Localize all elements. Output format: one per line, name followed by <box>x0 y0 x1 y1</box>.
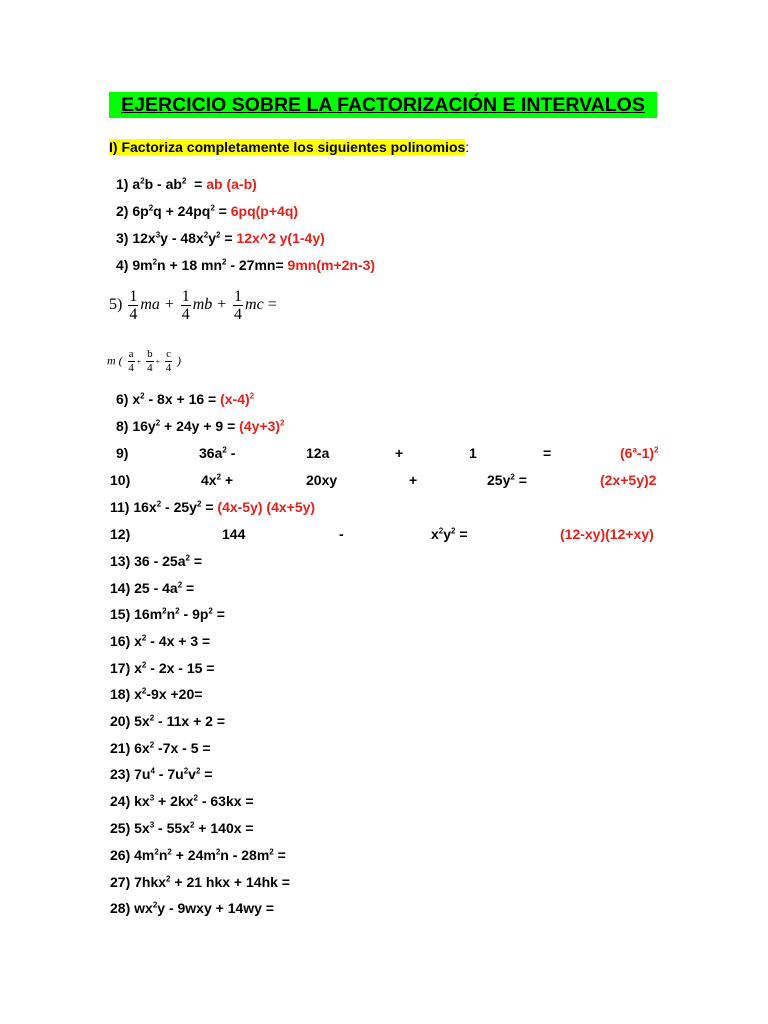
answer-8: $(4y+3)^2$ <box>239 418 285 434</box>
section-colon: : <box>465 139 470 155</box>
exercise-23: 23) $7u^4 - 7u^2v^2$ = <box>110 766 213 782</box>
exercise-11: 11) $16x^2 - 25y^2 = (4x-5y)$ (4x+5y) <box>110 499 316 515</box>
answer-12: (12-xy)(12+xy) <box>560 526 654 542</box>
answer-9: $(6^a-1)^2$ <box>620 445 659 461</box>
exercise-14: 14) $25 - 4a^2$ = <box>110 580 195 596</box>
exercise-18: 18) $x^2-9x +20=$ <box>110 686 203 702</box>
exercise-2: 2) $6p^2q + 24pq^2 = 6pq(p+4q)$ <box>116 203 299 219</box>
exercise-20: 20) $5x^2 - 11x + 2$ = <box>110 713 225 729</box>
exercise-21: 21) $6x^2$ -7x - 5 = <box>110 740 211 756</box>
exercise-6: 6) $x^2 - 8x + 16 = (x-4)^2$ <box>116 391 255 407</box>
answer-2: 6pq(p+4q) <box>230 203 299 219</box>
page-title: EJERCICIO SOBRE LA FACTORIZACIÓN E INTERVALOS <box>109 92 657 118</box>
exercise-5-answer: m ( $\frac{a}{4}$ + $\frac{b}{4}$ + $\frac{c}{4}$ ) <box>107 348 181 374</box>
fraction: $\frac{1}{4}$ <box>234 288 243 323</box>
exercise-8: 8) $16y^2 + 24y + 9 = (4y+3)^2$ <box>116 418 285 434</box>
exercise-17: 17) $x^2 - 2x - 15$ = <box>110 660 215 676</box>
answer-1: ab (a-b) <box>206 176 257 192</box>
exercise-1: 1) $a^2b - ab^2$ = ab (a-b) <box>116 176 257 192</box>
exercise-15: 15) $16m^2n^2 - 9p^2$ = <box>110 606 225 622</box>
exercise-25: 25) $5x^3 - 55x^2 + 140x$ = <box>110 820 254 836</box>
answer-11: (4x-5y) (4x+5y) <box>217 499 316 515</box>
exercise-16: 16) $x^2 - 4x + 3$ = <box>110 633 211 649</box>
fraction: $\frac{1}{4}$ <box>129 288 138 323</box>
answer-4: 9mn(m+2n-3) <box>287 257 376 273</box>
section-label: I) Factoriza completamente los siguientes polinomios <box>109 139 466 155</box>
exercise-4: 4) $9m^2n + 18$ $mn^2 - 27mn= 9mn(m+2n-3)$ <box>116 257 376 273</box>
answer-10: (2x+5y)2 <box>600 472 657 488</box>
exercise-24: 24) $kx^3 + 2kx^2 - 63kx$ = <box>110 793 254 809</box>
exercise-28: 28) $wx^2y - 9wxy + 14wy$ = <box>110 900 275 916</box>
answer-3: 12x^2 y(1-4y) <box>236 230 325 246</box>
exercise-26: 26) $4m^2n^2 + 24m^2n - 28m^2$ = <box>110 847 286 863</box>
fraction: $\frac{1}{4}$ <box>181 288 190 323</box>
section-heading <box>109 137 469 157</box>
exercise-13: 13) $36 - 25a^2$ = <box>110 553 203 569</box>
exercise-3: 3) $12x^3y - 48x^2y^2$ = 12x^2 y(1-4y) <box>116 230 325 246</box>
answer-6: $(x-4)^2$ <box>220 391 255 407</box>
exercise-5: 5) $\frac{1}{4}$ ma + $\frac{1}{4}$ mb + $\frac{1}{4}$ mc = <box>109 288 277 323</box>
exercise-27: 27) 7hkx$^2$ + 21 hkx + 14hk = <box>110 874 290 890</box>
